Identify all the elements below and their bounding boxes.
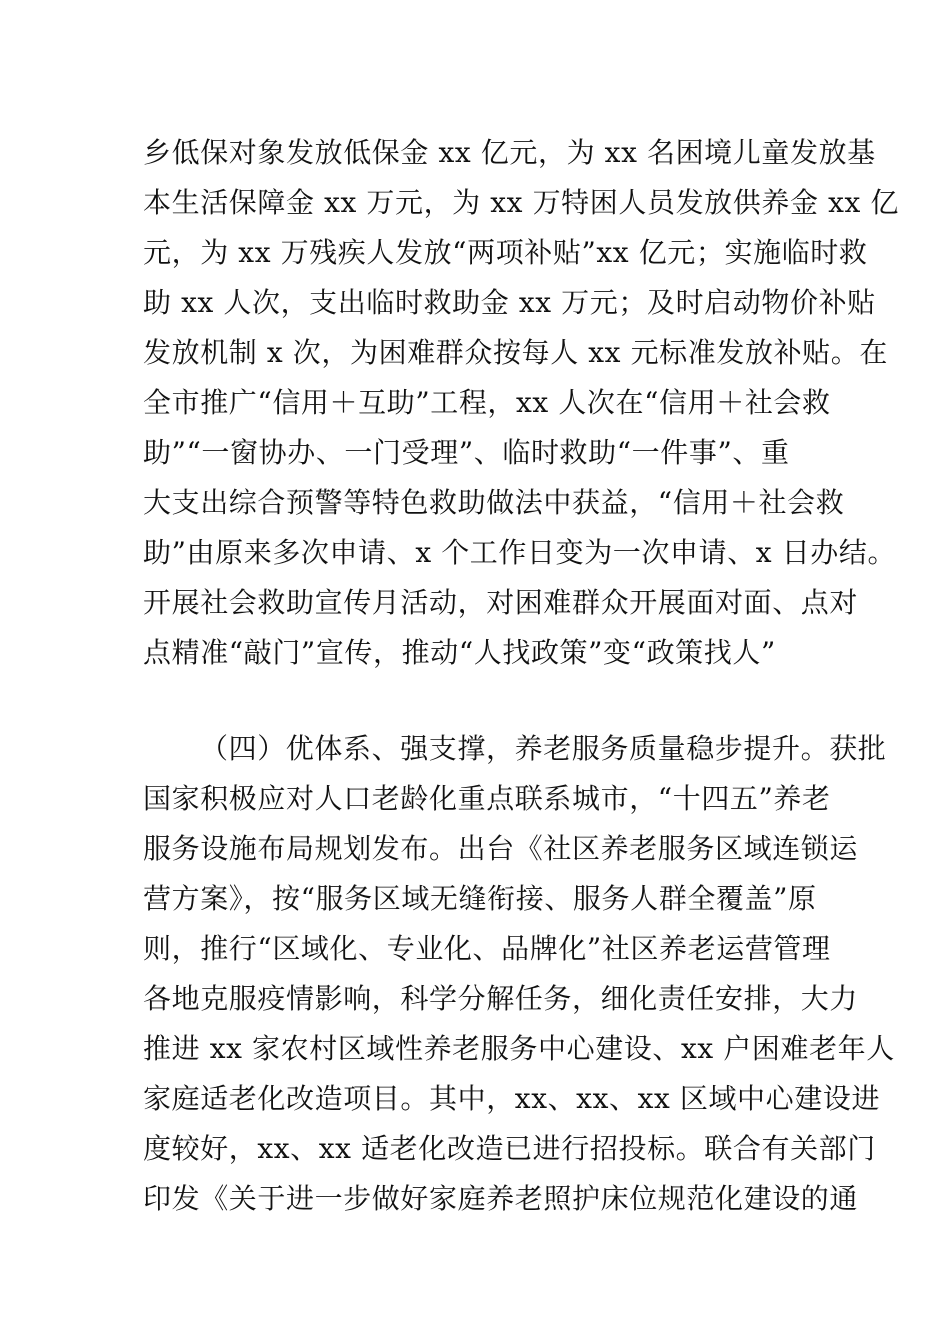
paragraph-1-line-9: 助”由原来多次申请、x 个工作日变为一次申请、x 日办结。 [143, 536, 897, 569]
paragraph-2-line-6: 各地克服疫情影响，科学分解任务，细化责任安排，大力 [143, 982, 859, 1015]
paragraph-1-line-10: 开展社会救助宣传月活动，对困难群众开展面对面、点对 [143, 586, 859, 619]
paragraph-2-line-8: 家庭适老化改造项目。其中，xx、xx、xx 区域中心建设进 [143, 1082, 881, 1115]
paragraph-2-line-1: （四）优体系、强支撑，养老服务质量稳步提升。获批 [200, 732, 887, 765]
paragraph-2-line-3: 服务设施布局规划发布。出台《社区养老服务区域连锁运 [143, 832, 859, 865]
paragraph-1-line-6: 全市推广“信用＋互助”工程，xx 人次在“信用＋社会救 [143, 386, 831, 419]
paragraph-1-line-1: 乡低保对象发放低保金 xx 亿元，为 xx 名困境儿童发放基 [143, 136, 876, 169]
paragraph-2-line-5: 则，推行“区域化、专业化、品牌化”社区养老运营管理 [143, 932, 831, 965]
paragraph-1-line-5: 发放机制 x 次，为困难群众按每人 xx 元标准发放补贴。在 [143, 336, 888, 369]
paragraph-1-line-8: 大支出综合预警等特色救助做法中获益，“信用＋社会救 [143, 486, 845, 519]
paragraph-1-line-3: 元，为 xx 万残疾人发放“两项补贴”xx 亿元；实施临时救 [143, 236, 868, 269]
paragraph-2-line-2: 国家积极应对人口老龄化重点联系城市，“十四五”养老 [143, 782, 831, 815]
paragraph-2-line-7: 推进 xx 家农村区域性养老服务中心建设、xx 户困难老年人 [143, 1032, 895, 1065]
paragraph-2-line-4: 营方案》，按“服务区域无缝衔接、服务人群全覆盖”原 [143, 882, 817, 915]
paragraph-1-line-2: 本生活保障金 xx 万元，为 xx 万特困人员发放供养金 xx 亿 [143, 186, 899, 219]
paragraph-1-line-4: 助 xx 人次，支出临时救助金 xx 万元；及时启动物价补贴 [143, 286, 876, 319]
paragraph-1-line-7: 助”“一窗协办、一门受理”、临时救助“一件事”、重 [143, 436, 790, 469]
paragraph-2-line-9: 度较好，xx、xx 适老化改造已进行招投标。联合有关部门 [143, 1132, 876, 1165]
paragraph-2-line-10: 印发《关于进一步做好家庭养老照护床位规范化建设的通 [143, 1182, 859, 1215]
paragraph-1-line-11: 点精准“敲门”宣传，推动“人找政策”变“政策找人” [143, 636, 776, 669]
